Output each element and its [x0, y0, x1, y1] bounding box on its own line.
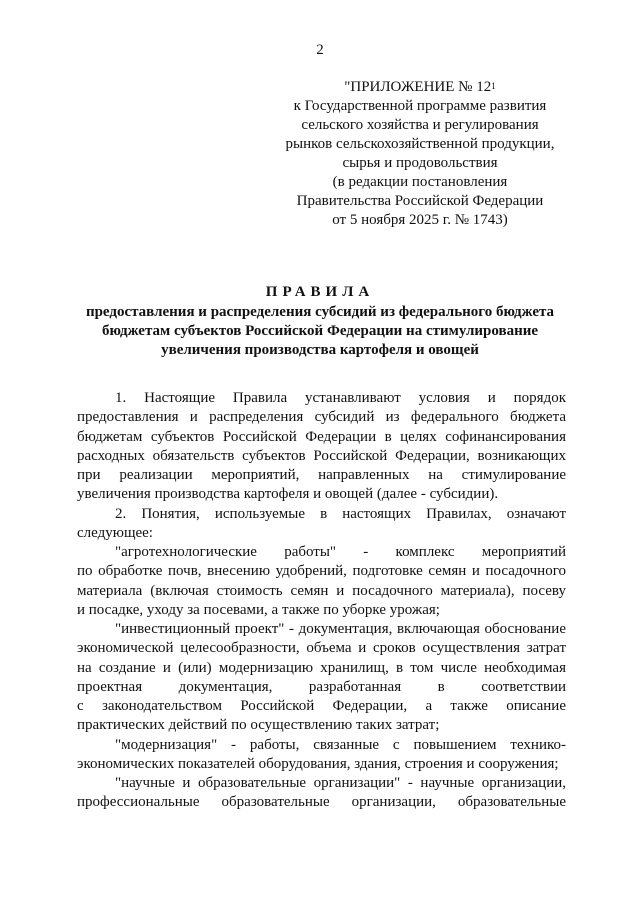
document-subtitle	[60, 303, 580, 360]
appendix-line: (в редакции постановления	[332, 174, 508, 190]
document-title: ПРАВИЛА	[265, 284, 375, 300]
paragraph-6-line: профессиональные образовательные организации, образовательные	[77, 794, 566, 811]
paragraph-4-line: проектная документация, разработанная в соответствии	[77, 678, 566, 695]
paragraph-3-line: и посадке, уходу за посевами, а также по уборке урожая;	[77, 601, 440, 618]
paragraph-4-line: с законодательством Российской Федерации, а также описание	[77, 698, 566, 714]
paragraph-1-line: увеличения производства картофеля и овощей (далее - субсидии).	[77, 486, 499, 503]
paragraph-2-line: следующее:	[77, 524, 153, 541]
subtitle-line: увеличения производства картофеля и овощей	[161, 342, 479, 358]
paragraph-1-line: предоставления и распределения субсидий из федерального бюджета	[77, 409, 566, 426]
paragraph-3-line: "агротехнологические работы" - комплекс мероприятий	[115, 544, 566, 560]
paragraph-4-line: "инвестиционный проект" - документация, включающая обоснование	[115, 621, 566, 637]
paragraph-4-line: на создание и (или) модернизацию хранилищ, в том числе необходимая	[77, 659, 566, 676]
paragraph-1-line: расходных обязательств субъектов Российской Федерации, возникающих	[77, 447, 566, 464]
appendix-line: Правительства Российской Федерации	[296, 193, 544, 209]
appendix-superscript: 1	[491, 81, 496, 91]
paragraph-1-line: 1. Настоящие Правила устанавливают условия и порядок	[115, 390, 566, 406]
paragraph-1-line: при реализации мероприятий, направленных на стимулирование	[77, 467, 566, 483]
appendix-header	[270, 78, 570, 230]
appendix-line: сельского хозяйства и регулирования	[301, 117, 539, 133]
paragraph-3-line: материала (включая стоимость семян и посадочного материала), посеву	[77, 582, 566, 599]
appendix-line: от 5 ноября 2025 г. № 1743)	[332, 212, 508, 228]
paragraph-4-line: практических действий по осуществлению таких затрат;	[77, 717, 440, 734]
subtitle-line: предоставления и распределения субсидий из федерального бюджета	[85, 304, 555, 320]
subtitle-line: бюджетам субъектов Российской Федерации на стимулирование	[101, 323, 539, 339]
document-body	[77, 389, 566, 813]
appendix-title: "ПРИЛОЖЕНИЕ № $12^1$	[344, 79, 496, 95]
appendix-line: сырья и продовольствия	[342, 155, 498, 171]
appendix-line: к Государственной программе развития	[293, 98, 547, 114]
paragraph-5-line: "модернизация" - работы, связанные с повышением технико-	[115, 736, 566, 753]
paragraph-2-line: 2. Понятия, используемые в настоящих Правилах, означают	[115, 505, 566, 522]
paragraph-4-line: экономической целесообразности, объема и сроков осуществления затрат	[77, 640, 566, 657]
paragraph-6-line: "научные и образовательные организации" - научные организации,	[115, 775, 566, 791]
paragraph-3-line: по обработке почв, внесению удобрений, подготовке семян и посадочного	[77, 563, 566, 580]
paragraph-1-line: бюджетам субъектов Российской Федерации в целях софинансирования	[77, 428, 566, 445]
page-number: 2	[316, 42, 324, 58]
appendix-line: рынков сельскохозяйственной продукции,	[285, 136, 555, 152]
paragraph-5-line: экономических показателей оборудования, здания, строения и сооружения;	[77, 755, 559, 772]
